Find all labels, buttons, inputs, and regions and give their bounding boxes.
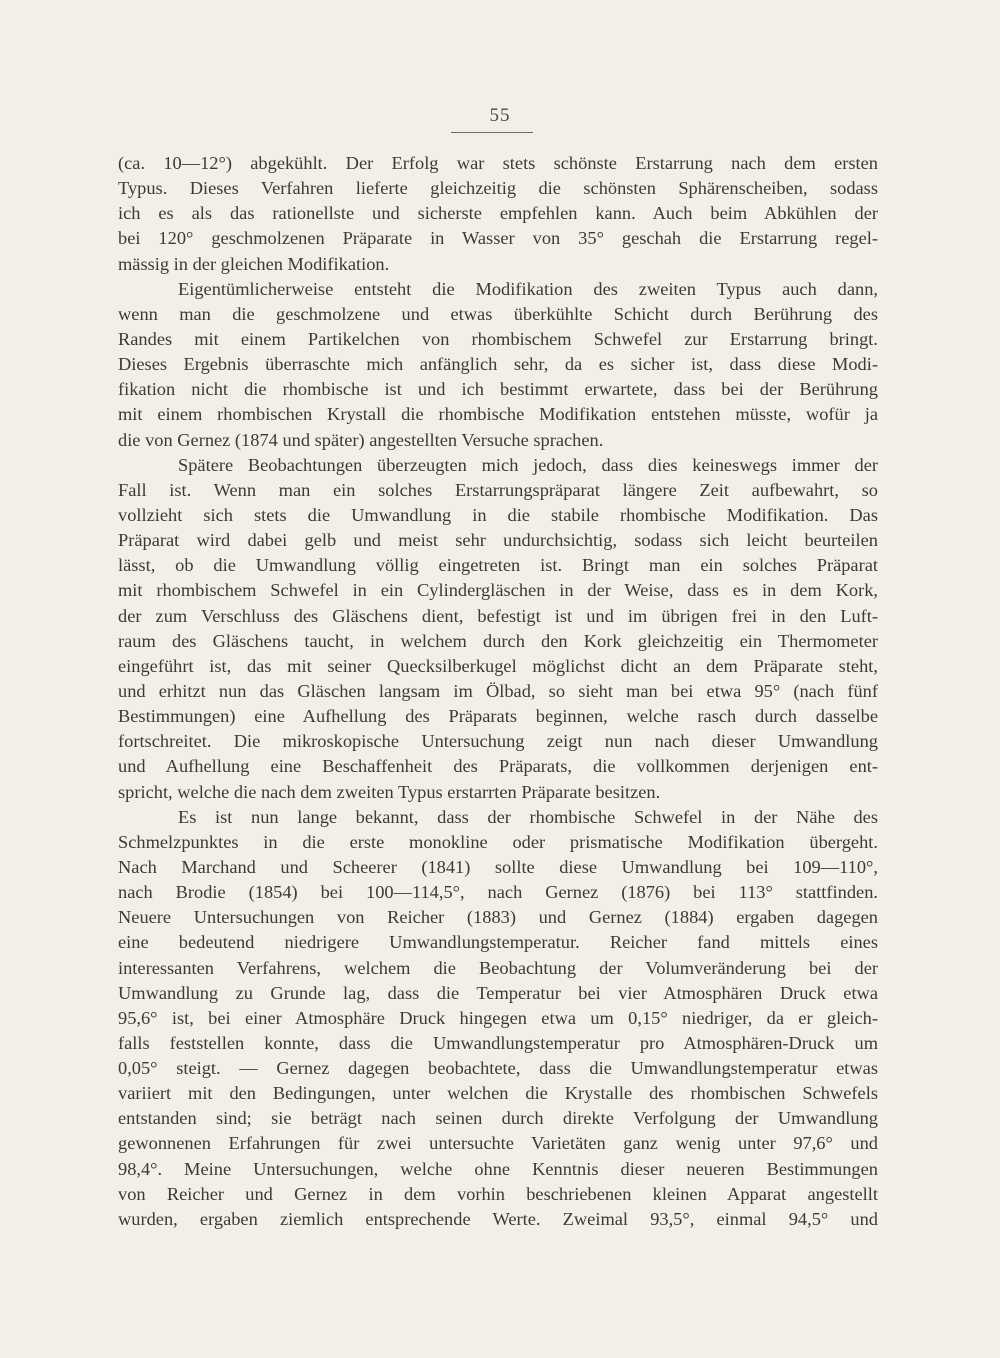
text-line: bei 120° geschmolzenen Präparate in Wasser von 35° geschah die Erstarrung regel- <box>118 228 878 249</box>
text-line: Präparat wird dabei gelb und meist sehr undurchsichtig, sodass sich leicht beurteilen <box>118 530 878 551</box>
text-line: vollzieht sich stets die Umwandlung in die stabile rhombische Modifikation. Das <box>118 504 878 525</box>
text-line: (ca. 10—12°) abgekühlt. Der Erfolg war stets schönste Erstarrung nach dem ersten <box>118 153 878 173</box>
text-line: eine bedeutend niedrigere Umwandlungstemperatur. Reicher fand mittels eines <box>118 932 878 953</box>
text-line: Randes mit einem Partikelchen von rhombischem Schwefel zur Erstarrung bringt. <box>118 328 878 349</box>
text-line: Dieses Ergebnis überraschte mich anfänglich sehr, da es sicher ist, dass diese Modi- <box>118 354 878 375</box>
text-line: variiert mit den Bedingungen, unter welchen die Krystalle des rhombischen Schwefels <box>118 1083 878 1104</box>
text-line: Schmelzpunktes in die erste monokline oder prismatische Modifikation übergeht. <box>118 831 878 852</box>
text-line: der zum Verschluss des Gläschens dient, befestigt ist und im übrigen frei in den Luft- <box>118 605 878 626</box>
text-line: 95,6° ist, bei einer Atmosphäre Druck hingegen etwa um 0,15° niedriger, da er gleich- <box>118 1007 878 1028</box>
text-line: Eigentümlicherweise entsteht die Modifikation des zweiten Typus auch dann, <box>178 278 878 299</box>
text-line: wurden, ergaben ziemlich entsprechende Werte. Zweimal 93,5°, einmal 94,5° und <box>118 1208 878 1229</box>
text-line: und Aufhellung eine Beschaffenheit des Präparats, die vollkommen derjenigen ent- <box>118 756 878 777</box>
page-number: 55 <box>489 105 511 126</box>
text-line: lässt, ob die Umwandlung völlig eingetreten ist. Bringt man ein solches Präparat <box>118 555 878 576</box>
text-line: mässig in der gleichen Modifikation. <box>118 253 390 274</box>
text-line: Es ist nun lange bekannt, dass der rhombische Schwefel in der Nähe des <box>178 806 878 827</box>
text-line: mit rhombischem Schwefel in ein Cylindergläschen in der Weise, dass es in dem Kork, <box>118 580 878 601</box>
text-line: die von Gernez (1874 und später) angestellten Versuche sprachen. <box>118 429 604 450</box>
text-line: eingeführt ist, das mit seiner Quecksilberkugel möglichst dicht an dem Präparate steht, <box>118 655 878 676</box>
text-line: 98,4°. Meine Untersuchungen, welche ohne Kenntnis dieser neueren Bestimmungen <box>118 1158 878 1179</box>
text-line: von Reicher und Gernez in dem vorhin beschriebenen kleinen Apparat angestellt <box>118 1183 878 1204</box>
text-line: falls feststellen konnte, dass die Umwandlungstemperatur pro Atmosphären-Druck um <box>118 1032 878 1053</box>
body-text <box>118 151 878 1232</box>
text-line: gewonnenen Erfahrungen für zwei untersuchte Varietäten ganz wenig unter 97,6° und <box>118 1133 878 1154</box>
text-line: Typus. Dieses Verfahren lieferte gleichzeitig die schönsten Sphärenscheiben, sodass <box>118 178 878 199</box>
text-line: fortschreitet. Die mikroskopische Untersuchung zeigt nun nach dieser Umwandlung <box>118 731 878 752</box>
text-line: Neuere Untersuchungen von Reicher (1883) und Gernez (1884) ergaben dagegen <box>118 907 878 928</box>
text-line: entstanden sind; sie beträgt nach seinen durch direkte Verfolgung der Umwandlung <box>118 1108 878 1129</box>
text-line: fikation nicht die rhombische ist und ich bestimmt erwartete, dass bei der Berührung <box>118 379 878 400</box>
text-line: mit einem rhombischen Krystall die rhombische Modifikation entstehen müsste, wofür ja <box>118 404 878 425</box>
text-line: ich es als das rationellste und sicherste empfehlen kann. Auch beim Abkühlen der <box>118 203 878 224</box>
text-line: spricht, welche die nach dem zweiten Typus erstarrten Präparate besitzen. <box>118 781 661 802</box>
text-line: Spätere Beobachtungen überzeugten mich jedoch, dass dies keineswegs immer der <box>178 454 878 475</box>
text-line: Fall ist. Wenn man ein solches Erstarrungspräparat längere Zeit aufbewahrt, so <box>118 479 878 500</box>
text-line: und erhitzt nun das Gläschen langsam im Ölbad, so sieht man bei etwa 95° (nach fünf <box>118 680 878 701</box>
text-line: wenn man die geschmolzene und etwas überkühlte Schicht durch Berührung des <box>118 303 878 324</box>
text-line: 0,05° steigt. — Gernez dagegen beobachtete, dass die Umwandlungstemperatur etwas <box>118 1058 878 1079</box>
text-line: Nach Marchand und Scheerer (1841) sollte diese Umwandlung bei 109—110°, <box>118 856 878 877</box>
header-rule <box>451 132 533 133</box>
text-line: nach Brodie (1854) bei 100—114,5°, nach Gernez (1876) bei 113° stattfinden. <box>118 882 878 903</box>
text-line: Bestimmungen) eine Aufhellung des Präparats beginnen, welche rasch durch dasselbe <box>118 706 878 727</box>
text-line: raum des Gläschens taucht, in welchem durch den Kork gleichzeitig ein Thermometer <box>118 630 878 651</box>
text-line: interessanten Verfahrens, welchem die Beobachtung der Volumveränderung bei der <box>118 957 878 978</box>
text-line: Umwandlung zu Grunde lag, dass die Temperatur bei vier Atmosphären Druck etwa <box>118 982 878 1003</box>
